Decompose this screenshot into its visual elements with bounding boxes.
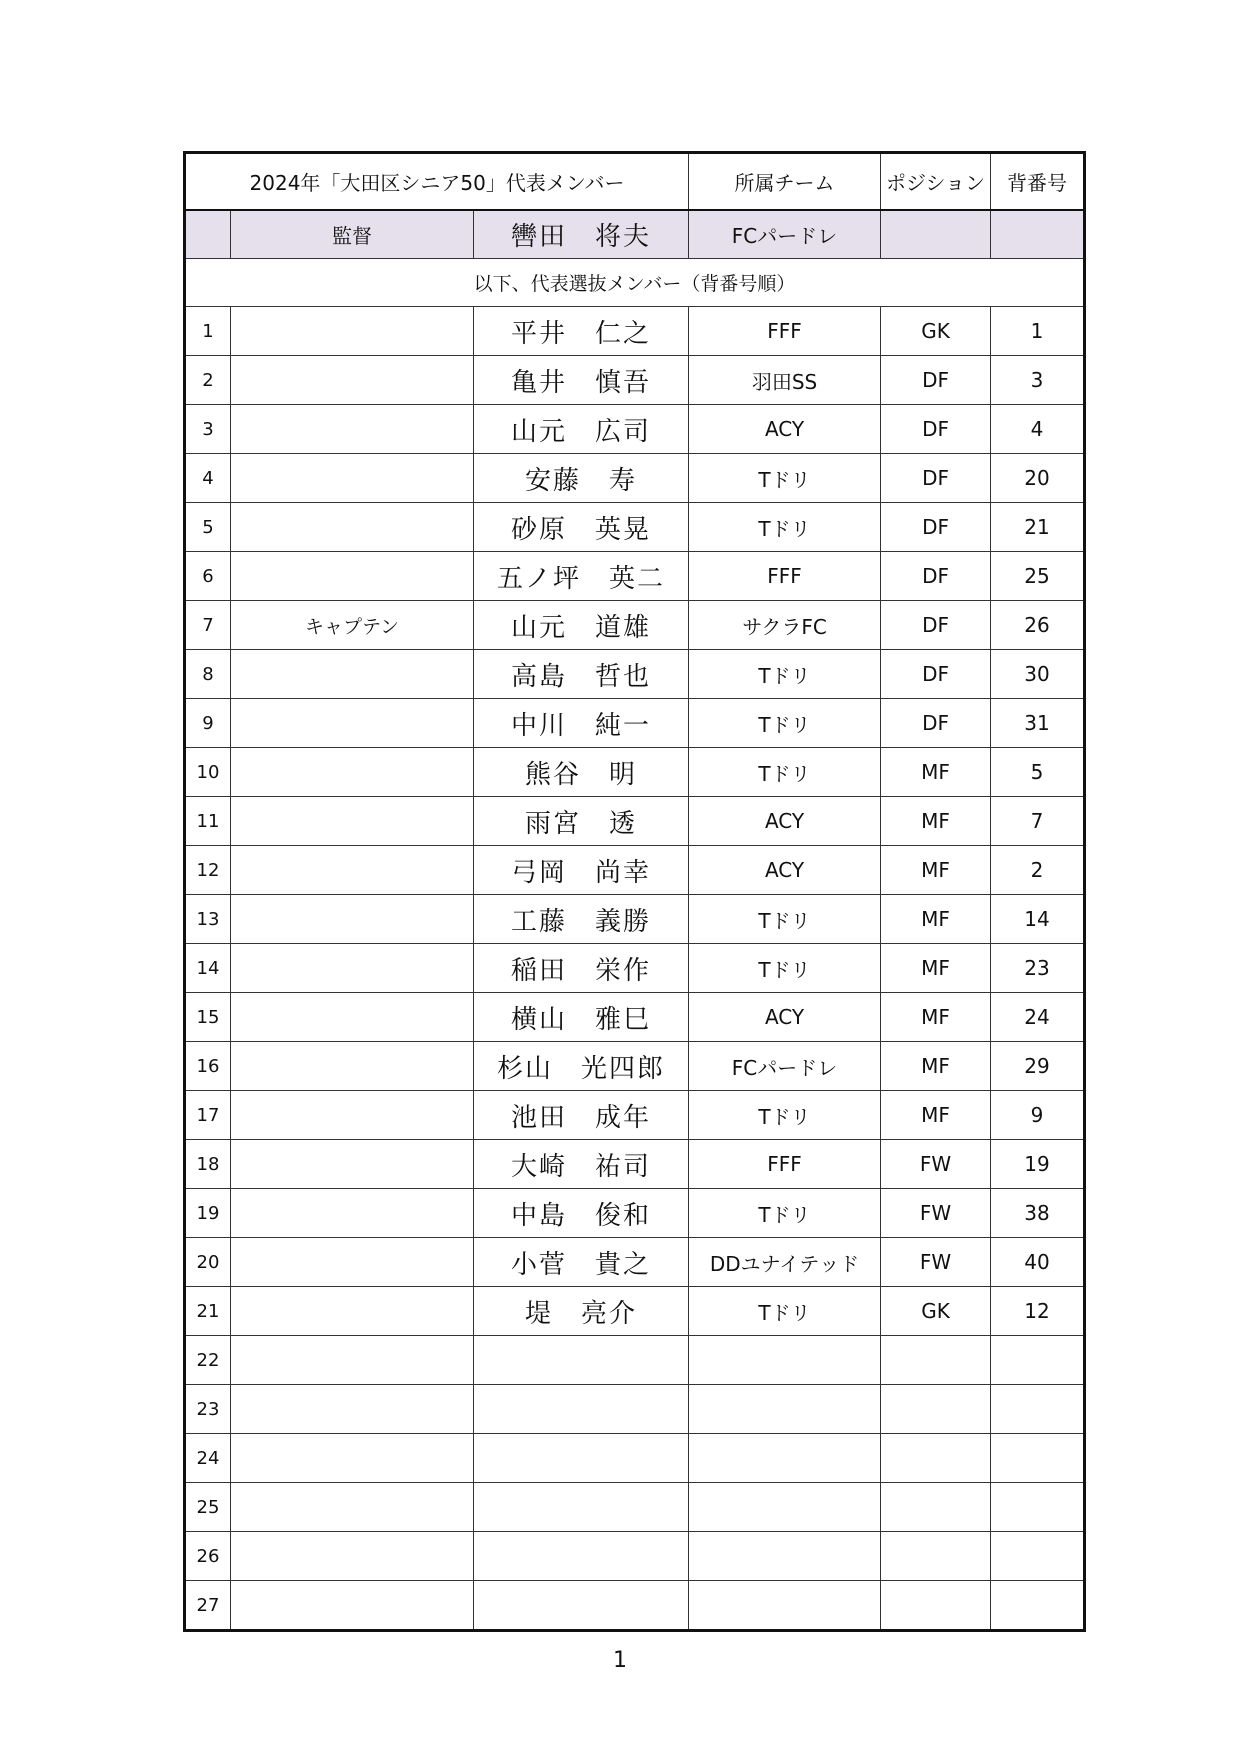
- player-position: MF: [881, 895, 991, 944]
- table-row: [185, 1483, 1085, 1532]
- header-row: [185, 153, 1085, 211]
- player-team: [689, 1483, 881, 1532]
- player-number: 21: [991, 503, 1085, 552]
- player-team: DDユナイテッド: [689, 1238, 881, 1287]
- player-number: 1: [991, 307, 1085, 356]
- row-role: [231, 1483, 474, 1532]
- player-position: MF: [881, 1042, 991, 1091]
- row-number: 24: [185, 1434, 231, 1483]
- page-number: 1: [613, 1648, 627, 1673]
- row-number: 14: [185, 944, 231, 993]
- header-team: 所属チーム: [689, 153, 881, 211]
- player-team: Tドリ: [689, 944, 881, 993]
- player-team: Tドリ: [689, 1287, 881, 1336]
- row-number: 5: [185, 503, 231, 552]
- player-number: [991, 1581, 1085, 1631]
- player-position: MF: [881, 748, 991, 797]
- row-number: 11: [185, 797, 231, 846]
- row-number: 20: [185, 1238, 231, 1287]
- player-position: [881, 1336, 991, 1385]
- row-role: [231, 1434, 474, 1483]
- player-position: MF: [881, 993, 991, 1042]
- player-name: [474, 1483, 689, 1532]
- player-position: [881, 1385, 991, 1434]
- row-role: [231, 1189, 474, 1238]
- player-number: 30: [991, 650, 1085, 699]
- table-row: [185, 748, 1085, 797]
- player-position: [881, 1434, 991, 1483]
- row-role: [231, 748, 474, 797]
- row-role: [231, 1336, 474, 1385]
- player-position: [881, 1581, 991, 1631]
- player-team: FFF: [689, 307, 881, 356]
- player-name: 中島 俊和: [474, 1189, 689, 1238]
- row-role: [231, 1287, 474, 1336]
- roster-table: [183, 151, 1086, 1632]
- player-number: 26: [991, 601, 1085, 650]
- player-number: 12: [991, 1287, 1085, 1336]
- player-team: [689, 1336, 881, 1385]
- player-name: 小菅 貴之: [474, 1238, 689, 1287]
- player-number: 25: [991, 552, 1085, 601]
- row-role: [231, 552, 474, 601]
- player-number: 7: [991, 797, 1085, 846]
- player-position: GK: [881, 307, 991, 356]
- player-name: [474, 1581, 689, 1631]
- row-role: [231, 503, 474, 552]
- roster-title: 2024年「大田区シニア50」代表メンバー: [185, 153, 689, 211]
- table-row: [185, 1238, 1085, 1287]
- row-number: 3: [185, 405, 231, 454]
- player-name: 堤 亮介: [474, 1287, 689, 1336]
- row-number: 13: [185, 895, 231, 944]
- row-number: 15: [185, 993, 231, 1042]
- row-role: [231, 356, 474, 405]
- coach-role: 監督: [231, 210, 474, 259]
- player-team: [689, 1434, 881, 1483]
- player-number: 23: [991, 944, 1085, 993]
- row-role: [231, 650, 474, 699]
- player-team: FCパードレ: [689, 1042, 881, 1091]
- player-team: ACY: [689, 797, 881, 846]
- coach-no-cell: [185, 210, 231, 259]
- player-name: 工藤 義勝: [474, 895, 689, 944]
- table-row: [185, 405, 1085, 454]
- player-name: 砂原 英晃: [474, 503, 689, 552]
- row-number: 26: [185, 1532, 231, 1581]
- table-row: [185, 1385, 1085, 1434]
- coach-position: [881, 210, 991, 259]
- row-role: [231, 699, 474, 748]
- player-name: [474, 1385, 689, 1434]
- player-team: Tドリ: [689, 699, 881, 748]
- table-row: [185, 307, 1085, 356]
- row-number: 21: [185, 1287, 231, 1336]
- player-number: 20: [991, 454, 1085, 503]
- player-number: 40: [991, 1238, 1085, 1287]
- player-position: FW: [881, 1140, 991, 1189]
- player-number: 38: [991, 1189, 1085, 1238]
- player-name: [474, 1532, 689, 1581]
- player-team: FFF: [689, 1140, 881, 1189]
- player-number: [991, 1336, 1085, 1385]
- player-number: 4: [991, 405, 1085, 454]
- player-name: 池田 成年: [474, 1091, 689, 1140]
- player-name: 雨宮 透: [474, 797, 689, 846]
- table-row: [185, 1336, 1085, 1385]
- player-position: DF: [881, 601, 991, 650]
- table-row: [185, 797, 1085, 846]
- player-name: 山元 道雄: [474, 601, 689, 650]
- player-name: 中川 純一: [474, 699, 689, 748]
- player-team: Tドリ: [689, 1189, 881, 1238]
- row-role: [231, 1091, 474, 1140]
- player-number: 5: [991, 748, 1085, 797]
- player-position: DF: [881, 454, 991, 503]
- player-number: [991, 1385, 1085, 1434]
- header-position: ポジション: [881, 153, 991, 211]
- row-role: [231, 1385, 474, 1434]
- row-number: 7: [185, 601, 231, 650]
- table-row: [185, 699, 1085, 748]
- row-role: [231, 307, 474, 356]
- player-number: 24: [991, 993, 1085, 1042]
- row-number: 23: [185, 1385, 231, 1434]
- row-number: 8: [185, 650, 231, 699]
- player-team: 羽田SS: [689, 356, 881, 405]
- player-team: ACY: [689, 405, 881, 454]
- player-position: MF: [881, 797, 991, 846]
- row-role: [231, 944, 474, 993]
- table-row: [185, 993, 1085, 1042]
- note-row: [185, 259, 1085, 307]
- coach-row: [185, 210, 1085, 259]
- table-row: [185, 601, 1085, 650]
- player-name: 五ノ坪 英二: [474, 552, 689, 601]
- row-number: 16: [185, 1042, 231, 1091]
- row-number: 2: [185, 356, 231, 405]
- row-number: 27: [185, 1581, 231, 1631]
- player-name: 高島 哲也: [474, 650, 689, 699]
- header-number: 背番号: [991, 153, 1085, 211]
- row-role: [231, 797, 474, 846]
- player-team: [689, 1532, 881, 1581]
- player-name: 稲田 栄作: [474, 944, 689, 993]
- row-number: 12: [185, 846, 231, 895]
- row-role: [231, 1238, 474, 1287]
- player-number: [991, 1434, 1085, 1483]
- player-team: Tドリ: [689, 1091, 881, 1140]
- table-row: [185, 1581, 1085, 1631]
- player-position: [881, 1483, 991, 1532]
- row-number: 4: [185, 454, 231, 503]
- row-number: 1: [185, 307, 231, 356]
- table-row: [185, 1140, 1085, 1189]
- table-row: [185, 356, 1085, 405]
- table-row: [185, 1287, 1085, 1336]
- row-number: 18: [185, 1140, 231, 1189]
- player-position: MF: [881, 944, 991, 993]
- player-number: 2: [991, 846, 1085, 895]
- table-row: [185, 552, 1085, 601]
- player-number: 31: [991, 699, 1085, 748]
- player-team: サクラFC: [689, 601, 881, 650]
- player-team: ACY: [689, 846, 881, 895]
- player-name: 熊谷 明: [474, 748, 689, 797]
- player-number: 3: [991, 356, 1085, 405]
- player-position: DF: [881, 552, 991, 601]
- player-position: FW: [881, 1189, 991, 1238]
- player-number: 29: [991, 1042, 1085, 1091]
- coach-number: [991, 210, 1085, 259]
- table-row: [185, 1434, 1085, 1483]
- row-role: キャプテン: [231, 601, 474, 650]
- player-name: 山元 広司: [474, 405, 689, 454]
- player-name: [474, 1336, 689, 1385]
- player-number: [991, 1483, 1085, 1532]
- player-team: Tドリ: [689, 650, 881, 699]
- row-number: 17: [185, 1091, 231, 1140]
- table-row: [185, 1091, 1085, 1140]
- player-position: GK: [881, 1287, 991, 1336]
- row-role: [231, 454, 474, 503]
- player-name: 杉山 光四郎: [474, 1042, 689, 1091]
- player-position: MF: [881, 1091, 991, 1140]
- row-role: [231, 1532, 474, 1581]
- player-name: 平井 仁之: [474, 307, 689, 356]
- player-position: DF: [881, 405, 991, 454]
- player-name: 亀井 慎吾: [474, 356, 689, 405]
- table-row: [185, 1532, 1085, 1581]
- player-number: 9: [991, 1091, 1085, 1140]
- player-position: DF: [881, 503, 991, 552]
- coach-team: FCパードレ: [689, 210, 881, 259]
- table-row: [185, 846, 1085, 895]
- table-row: [185, 1042, 1085, 1091]
- table-row: [185, 944, 1085, 993]
- selection-note: 以下、代表選抜メンバー（背番号順）: [185, 259, 1085, 307]
- row-number: 6: [185, 552, 231, 601]
- player-name: 横山 雅巳: [474, 993, 689, 1042]
- row-role: [231, 1581, 474, 1631]
- table-row: [185, 503, 1085, 552]
- roster-body: [185, 153, 1085, 1631]
- player-team: FFF: [689, 552, 881, 601]
- player-number: [991, 1532, 1085, 1581]
- player-team: Tドリ: [689, 748, 881, 797]
- player-position: DF: [881, 699, 991, 748]
- player-name: 大崎 祐司: [474, 1140, 689, 1189]
- player-number: 14: [991, 895, 1085, 944]
- player-position: DF: [881, 650, 991, 699]
- table-row: [185, 650, 1085, 699]
- player-team: [689, 1581, 881, 1631]
- row-role: [231, 846, 474, 895]
- row-role: [231, 895, 474, 944]
- player-team: Tドリ: [689, 454, 881, 503]
- player-name: [474, 1434, 689, 1483]
- player-team: Tドリ: [689, 503, 881, 552]
- coach-name: 轡田 将夫: [474, 210, 689, 259]
- player-position: [881, 1532, 991, 1581]
- player-position: DF: [881, 356, 991, 405]
- player-team: Tドリ: [689, 895, 881, 944]
- player-name: 安藤 寿: [474, 454, 689, 503]
- player-name: 弓岡 尚幸: [474, 846, 689, 895]
- row-role: [231, 993, 474, 1042]
- player-team: ACY: [689, 993, 881, 1042]
- table-row: [185, 895, 1085, 944]
- row-number: 22: [185, 1336, 231, 1385]
- row-role: [231, 405, 474, 454]
- player-position: MF: [881, 846, 991, 895]
- row-number: 25: [185, 1483, 231, 1532]
- row-role: [231, 1140, 474, 1189]
- row-role: [231, 1042, 474, 1091]
- table-row: [185, 454, 1085, 503]
- player-number: 19: [991, 1140, 1085, 1189]
- player-team: [689, 1385, 881, 1434]
- table-row: [185, 1189, 1085, 1238]
- row-number: 9: [185, 699, 231, 748]
- row-number: 10: [185, 748, 231, 797]
- row-number: 19: [185, 1189, 231, 1238]
- player-position: FW: [881, 1238, 991, 1287]
